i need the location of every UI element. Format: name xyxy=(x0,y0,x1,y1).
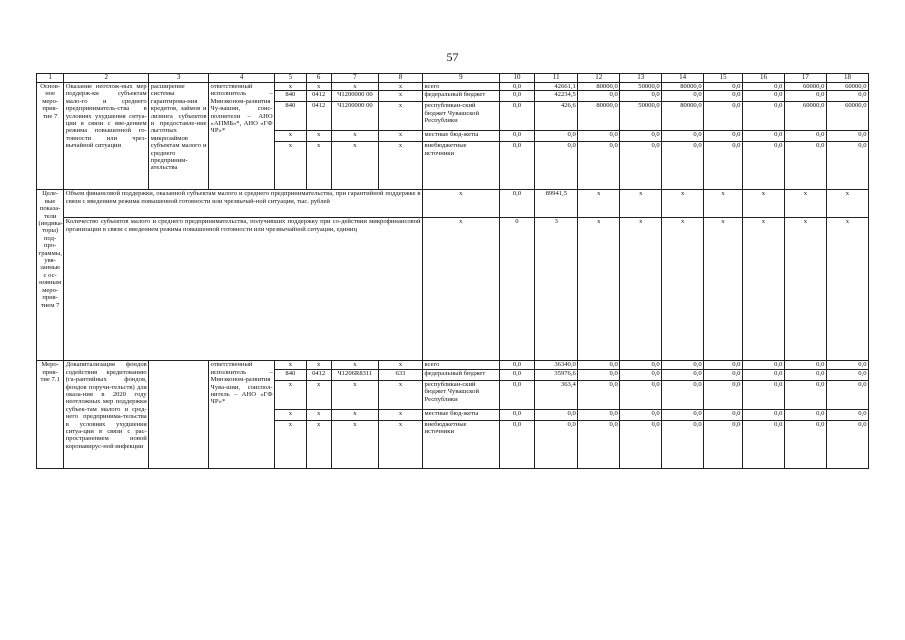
table-cell: 50000,0 xyxy=(620,83,662,91)
table-cell: х xyxy=(275,142,306,190)
table-cell: х xyxy=(331,361,378,369)
table-cell: х xyxy=(331,142,378,190)
table-cell: Ч1206R8311 xyxy=(331,369,378,380)
table-cell: 0,0 xyxy=(784,361,826,369)
table-cell: х xyxy=(331,131,378,142)
table-cell: 0,0 xyxy=(704,83,743,91)
column-header: 12 xyxy=(578,74,620,83)
table-cell: 0,0 xyxy=(742,420,784,468)
funding-source: республикан-ский бюджет Чувашской Республики xyxy=(423,102,500,131)
indicator-value: 3 xyxy=(535,218,578,361)
indicator-row xyxy=(37,190,869,218)
expected-result xyxy=(149,361,209,468)
table-cell: 0,0 xyxy=(742,83,784,91)
table-cell: 0,0 xyxy=(499,420,535,468)
table-cell: 42234,5 xyxy=(535,91,578,102)
funding-source: федеральный бюджет xyxy=(423,91,500,102)
column-header: 2 xyxy=(64,74,149,83)
funding-source: внебюджетные источники xyxy=(423,142,500,190)
indicator-text: Количество субъектов малого и среднего предпринимательства, получивших поддержку при со-действии микрофинансовой организации в связи с введением режима повышенной готовности или чрезвычайной ситуации, единиц xyxy=(64,218,423,361)
table-cell: 36340,0 xyxy=(535,361,578,369)
table-cell: 0412 xyxy=(306,369,331,380)
funding-source: всего xyxy=(423,361,500,369)
table-cell: х xyxy=(306,420,331,468)
table-cell: 0,0 xyxy=(578,91,620,102)
measure-name: Оказание неотлож-ных мер поддерж-ки субъектам мало-го и среднего предприниматель-ства в условиях ухудшения ситуа-ции в связи с вве-дением режима повышенной го-товности или чрез-вычайной ситуации xyxy=(64,83,149,190)
table-cell: 0,0 xyxy=(578,380,620,409)
table-cell: 0,0 xyxy=(578,420,620,468)
funding-source: всего xyxy=(423,83,500,91)
table-cell: х xyxy=(275,361,306,369)
measure-label: Меро-прия-тие 7.1 xyxy=(37,361,64,468)
table-cell: 0,0 xyxy=(620,91,662,102)
table-cell: х xyxy=(306,361,331,369)
indicator-value: х xyxy=(662,218,704,361)
indicator-value: х xyxy=(784,218,826,361)
executor: ответственный исполнитель – Минэконом-развития Чува-шии, соиспол-нитель – АНО «ГФ ЧР»* xyxy=(209,361,275,468)
indicator-value: х xyxy=(704,218,743,361)
table-cell: 42661,1 xyxy=(535,83,578,91)
table-cell: 50000,0 xyxy=(620,102,662,131)
indicator-value: 0 xyxy=(499,218,535,361)
column-header: 13 xyxy=(620,74,662,83)
table-cell: х xyxy=(306,409,331,420)
table-cell: х xyxy=(275,380,306,409)
table-cell: 0,0 xyxy=(704,102,743,131)
table-cell: х xyxy=(275,131,306,142)
table-cell: 0,0 xyxy=(535,420,578,468)
table-cell: 0,0 xyxy=(784,369,826,380)
table-cell: 60000,0 xyxy=(826,102,868,131)
measure-label: Основ-ное меро-прия-тие 7 xyxy=(37,83,64,190)
column-header-row xyxy=(37,74,869,83)
table-cell: х xyxy=(378,420,422,468)
column-header: 16 xyxy=(742,74,784,83)
table-cell: 0,0 xyxy=(742,361,784,369)
table-cell: 840 xyxy=(275,91,306,102)
indicator-value: х xyxy=(742,218,784,361)
indicator-text: Объем финансовой поддержки, оказанной субъектам малого и среднего предпринимательства, при гарантийной поддержке в связи с введением режима повышенной готовности или чрезвычай-ной ситуации, тыс. рублей xyxy=(64,190,423,218)
table-cell: 0,0 xyxy=(499,131,535,142)
funding-source: федеральный бюджет xyxy=(423,369,500,380)
table-cell: 0,0 xyxy=(620,380,662,409)
table-cell: 0,0 xyxy=(578,361,620,369)
column-header: 15 xyxy=(704,74,743,83)
indicators-label: Целе-вые показа-тели (индика-торы) под-про-граммы, увя-занные с ос-новным меро-прия-тием 7 xyxy=(37,190,64,361)
column-header: 18 xyxy=(826,74,868,83)
table-row xyxy=(37,83,869,91)
table-cell: 0,0 xyxy=(662,369,704,380)
table-cell: 0,0 xyxy=(620,369,662,380)
table-cell: 0,0 xyxy=(662,361,704,369)
table-cell: х xyxy=(306,380,331,409)
table-cell: х xyxy=(331,380,378,409)
funding-source: местные бюд-жеты xyxy=(423,409,500,420)
indicator-value: х xyxy=(826,218,868,361)
table-cell: 80000,0 xyxy=(578,83,620,91)
table-cell: 0,0 xyxy=(704,131,743,142)
table-row xyxy=(37,361,869,369)
table-cell: 0,0 xyxy=(662,409,704,420)
table-cell: 0,0 xyxy=(499,102,535,131)
table-cell: х xyxy=(378,409,422,420)
table-cell: х xyxy=(306,131,331,142)
table-cell: х xyxy=(306,142,331,190)
page-number: 57 xyxy=(446,50,459,64)
table-cell: 0,0 xyxy=(578,369,620,380)
table-cell: 60000,0 xyxy=(784,83,826,91)
table-cell: х xyxy=(275,409,306,420)
table-cell: 0,0 xyxy=(826,369,868,380)
table-cell: 80000,0 xyxy=(662,102,704,131)
funding-source: внебюджетные источники xyxy=(423,420,500,468)
table-cell: Ч1200000 00 xyxy=(331,91,378,102)
table-cell: 840 xyxy=(275,102,306,131)
table-cell: 0,0 xyxy=(499,409,535,420)
table-cell: х xyxy=(331,420,378,468)
table-cell: 0,0 xyxy=(742,142,784,190)
table-cell: 0,0 xyxy=(620,420,662,468)
table-cell: 0,0 xyxy=(826,380,868,409)
table-cell: 80000,0 xyxy=(662,83,704,91)
table-cell: 0,0 xyxy=(784,131,826,142)
table-cell: 0,0 xyxy=(784,91,826,102)
table-cell: 0,0 xyxy=(499,380,535,409)
table-cell: х xyxy=(275,420,306,468)
indicator-value: х xyxy=(826,190,868,218)
table-cell: 0,0 xyxy=(826,361,868,369)
table-cell: х xyxy=(378,142,422,190)
table-cell: 0,0 xyxy=(578,409,620,420)
table-cell: 0,0 xyxy=(704,380,743,409)
table-cell: 0,0 xyxy=(784,420,826,468)
table-cell: 0,0 xyxy=(742,91,784,102)
column-header: 9 xyxy=(423,74,500,83)
table-cell: 0,0 xyxy=(620,409,662,420)
executor: ответственный исполнитель – Минэконом-развития Чу-вашии, соис-полнители – АНО «АПМБ»*, АНО «ГФ ЧР»* xyxy=(209,83,275,190)
funding-source: республикан-ский бюджет Чувашской Республики xyxy=(423,380,500,409)
table-cell: 0,0 xyxy=(704,91,743,102)
table-cell: 0,0 xyxy=(826,91,868,102)
indicator-value: х xyxy=(620,190,662,218)
indicator-value: х xyxy=(662,190,704,218)
table-cell: 840 xyxy=(275,369,306,380)
table-cell: 0,0 xyxy=(784,380,826,409)
table-cell: 0,0 xyxy=(742,131,784,142)
column-header: 10 xyxy=(499,74,535,83)
table-cell: х xyxy=(331,83,378,91)
indicator-value: 89941,5 xyxy=(535,190,578,218)
column-header: 1 xyxy=(37,74,64,83)
indicator-value: х xyxy=(784,190,826,218)
table-cell: 0,0 xyxy=(662,420,704,468)
table-cell: 60000,0 xyxy=(826,83,868,91)
table-cell: 0,0 xyxy=(742,369,784,380)
table-cell: 0,0 xyxy=(742,409,784,420)
table-cell: 0,0 xyxy=(499,91,535,102)
indicator-value: х xyxy=(423,190,500,218)
table-cell: 0,0 xyxy=(535,142,578,190)
table-cell: 0,0 xyxy=(620,361,662,369)
table-cell: 0,0 xyxy=(620,142,662,190)
table-cell: 0,0 xyxy=(826,142,868,190)
table-cell: 35976,6 xyxy=(535,369,578,380)
table-cell: х xyxy=(378,102,422,131)
table-cell: 0,0 xyxy=(742,380,784,409)
table-cell: 0,0 xyxy=(499,142,535,190)
table-cell: х xyxy=(378,361,422,369)
indicator-value: х xyxy=(742,190,784,218)
table-cell: х xyxy=(275,83,306,91)
table-cell: 0412 xyxy=(306,91,331,102)
indicator-value: х xyxy=(620,218,662,361)
table-cell: 0,0 xyxy=(499,83,535,91)
table-cell: 0,0 xyxy=(826,420,868,468)
column-header: 11 xyxy=(535,74,578,83)
column-header: 7 xyxy=(331,74,378,83)
table-cell: х xyxy=(331,409,378,420)
budget-table xyxy=(36,73,869,469)
table-cell: 0,0 xyxy=(662,380,704,409)
table-cell: 0,0 xyxy=(784,409,826,420)
indicator-value: х xyxy=(704,190,743,218)
table-cell: 0412 xyxy=(306,102,331,131)
column-header: 4 xyxy=(209,74,275,83)
indicator-row xyxy=(37,218,869,361)
column-header: 3 xyxy=(149,74,209,83)
table-cell: Ч1200000 00 xyxy=(331,102,378,131)
expected-result: расширение системы гарантирова-ния кредитов, займов и лизинга субъектов и предоставле-ние льготных микрозаймов субъектам малого и среднего предприним-ательства xyxy=(149,83,209,190)
funding-source: местные бюд-жеты xyxy=(423,131,500,142)
indicator-value: 0,0 xyxy=(499,190,535,218)
column-header: 14 xyxy=(662,74,704,83)
table-cell: х xyxy=(378,131,422,142)
indicator-value: х xyxy=(578,190,620,218)
table-cell: 0,0 xyxy=(499,361,535,369)
table-cell: х xyxy=(378,83,422,91)
table-cell: х xyxy=(306,83,331,91)
table-cell: 0,0 xyxy=(535,131,578,142)
column-header: 17 xyxy=(784,74,826,83)
column-header: 5 xyxy=(275,74,306,83)
table-cell: 0,0 xyxy=(704,409,743,420)
table-cell: 0,0 xyxy=(784,142,826,190)
table-cell: 0,0 xyxy=(662,131,704,142)
table-cell: 0,0 xyxy=(578,142,620,190)
table-cell: 0,0 xyxy=(704,142,743,190)
table-cell: 0,0 xyxy=(704,420,743,468)
table-cell: 426,6 xyxy=(535,102,578,131)
indicator-value: х xyxy=(578,218,620,361)
indicator-value: х xyxy=(423,218,500,361)
table-cell: 0,0 xyxy=(662,142,704,190)
table-cell: 363,4 xyxy=(535,380,578,409)
table-cell: 0,0 xyxy=(704,369,743,380)
table-cell: 0,0 xyxy=(704,361,743,369)
measure-name: Докапитализация фондов содействия кредитованию (га-рантийных фондов, фондов поручи-тельств) для оказа-ния в 2020 году неотложных мер поддержки субъек-там малого и сред-него предпринима-тельства в условиях ухудшения ситуа-ции в связи с рас-пространением новой коронавирус-ной инфекции xyxy=(64,361,149,468)
table-cell: х xyxy=(378,380,422,409)
table-cell: 0,0 xyxy=(620,131,662,142)
table-cell: 633 xyxy=(378,369,422,380)
table-cell: 0,0 xyxy=(499,369,535,380)
table-cell: 60000,0 xyxy=(784,102,826,131)
column-header: 8 xyxy=(378,74,422,83)
table-cell: 0,0 xyxy=(826,131,868,142)
column-header: 6 xyxy=(306,74,331,83)
table-cell: 0,0 xyxy=(826,409,868,420)
table-cell: 0,0 xyxy=(578,131,620,142)
table-cell: 0,0 xyxy=(742,102,784,131)
table-cell: х xyxy=(378,91,422,102)
table-cell: 80000,0 xyxy=(578,102,620,131)
table-cell: 0,0 xyxy=(535,409,578,420)
table-cell: 0,0 xyxy=(662,91,704,102)
